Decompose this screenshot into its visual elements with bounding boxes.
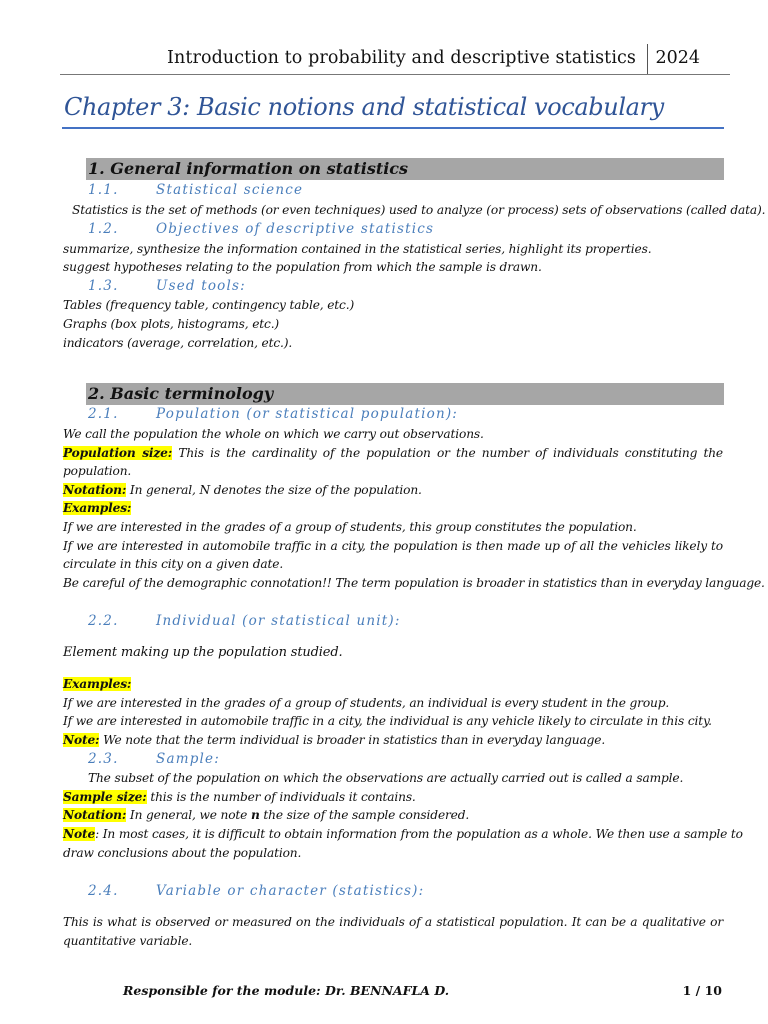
list-item: summarize, synthesize the information contained in the statistical series, highlight its properties. (63, 242, 652, 256)
definition-line (63, 445, 723, 461)
example-item: If we are interested in automobile traffic in a city, the population is then made up of all the vehicles likely to (63, 539, 723, 553)
subsection-number: 2.4. (88, 883, 119, 899)
subsection-title: Used tools: (156, 278, 246, 294)
chapter-title: Chapter 3: Basic notions and statistical vocabulary (64, 93, 664, 121)
subsection-title: Individual (or statistical unit): (156, 613, 401, 629)
subsection-title: Sample: (156, 751, 220, 767)
subsection-number: 1.1. (88, 182, 119, 198)
paragraph: This is what is observed or measured on the individuals of a statistical population. It can be a qualitative or (63, 915, 723, 929)
subsection-number: 1.2. (88, 221, 119, 237)
subsection-title: Objectives of descriptive statistics (156, 221, 435, 237)
paragraph-continuation: quantitative variable. (63, 934, 193, 948)
paragraph: Statistics is the set of methods (or even techniques) used to analyze (or process) sets of observations (called data). (72, 203, 766, 217)
note-line (63, 732, 723, 748)
highlight-label: Notation: (63, 808, 127, 822)
example-item: Be careful of the demographic connotation!! The term population is broader in statistics than in everyday language. (63, 576, 765, 590)
subsection-number: 2.1. (88, 406, 119, 422)
header-title: Introduction to probability and descriptive statistics (166, 48, 636, 68)
subsection-title: Variable or character (statistics): (156, 883, 425, 899)
notation-text: In general, we note (126, 808, 251, 822)
section-1-heading: 1. General information on statistics (88, 159, 409, 178)
highlight-label: Examples: (63, 677, 132, 691)
highlight-label: Note: (63, 733, 100, 747)
definition-line (63, 789, 723, 805)
highlight-label: Notation: (63, 483, 127, 497)
highlight-label: Note (63, 827, 96, 841)
highlight-label: Population size: (63, 446, 173, 460)
section-2-banner (86, 383, 724, 405)
example-item: If we are interested in automobile traffic in a city, the individual is any vehicle likely to circulate in this city. (63, 714, 712, 728)
notation-text: the size of the sample considered. (259, 808, 470, 822)
example-continuation: circulate in this city on a given date. (63, 557, 284, 571)
subsection-number: 1.3. (88, 278, 119, 294)
subsection-number: 2.2. (88, 613, 119, 629)
page-header (60, 44, 730, 75)
page-number: 1 / 10 (682, 983, 722, 998)
paragraph: Element making up the population studied. (63, 645, 343, 660)
chapter-title-rule (62, 127, 724, 129)
note-text: We note that the term individual is broader in statistics than in everyday language. (99, 733, 606, 747)
subsection-title: Population (or statistical population): (156, 406, 459, 422)
list-item: Tables (frequency table, contingency table, etc.) (63, 298, 355, 312)
paragraph: The subset of the population on which the observations are actually carried out is called a sample. (88, 771, 684, 785)
footer-responsible: Responsible for the module: Dr. BENNAFLA D. (123, 983, 450, 998)
paragraph: We call the population the whole on which we carry out observations. (63, 427, 484, 441)
note-text: : In most cases, it is difficult to obtain information from the population as a whole. We then use a sample to (95, 827, 743, 841)
subsection-title: Statistical science (156, 182, 304, 198)
header-separator (647, 44, 648, 74)
highlight-label: Sample size: (63, 790, 147, 804)
list-item: indicators (average, correlation, etc.). (63, 336, 293, 350)
subsection-number: 2.3. (88, 751, 119, 767)
examples-line (63, 500, 723, 516)
definition-text: This is the cardinality of the population or the number of individuals constituting the (172, 446, 723, 460)
list-item: Graphs (box plots, histograms, etc.) (63, 317, 280, 331)
section-1-banner (86, 158, 724, 180)
notation-line (63, 482, 723, 498)
section-2-heading: 2. Basic terminology (88, 384, 274, 403)
definition-continuation: population. (63, 464, 132, 478)
notation-symbol: n (250, 808, 260, 822)
notation-line (63, 807, 723, 823)
note-continuation: draw conclusions about the population. (63, 846, 302, 860)
notation-text: In general, N denotes the size of the population. (126, 483, 422, 497)
example-item: If we are interested in the grades of a group of students, an individual is every student in the group. (63, 696, 670, 710)
examples-line (63, 676, 723, 692)
note-line (63, 826, 743, 842)
header-year: 2024 (655, 48, 700, 68)
example-item: If we are interested in the grades of a group of students, this group constitutes the population. (63, 520, 637, 534)
highlight-label: Examples: (63, 501, 132, 515)
definition-text: this is the number of individuals it contains. (146, 790, 416, 804)
list-item: suggest hypotheses relating to the population from which the sample is drawn. (63, 260, 542, 274)
